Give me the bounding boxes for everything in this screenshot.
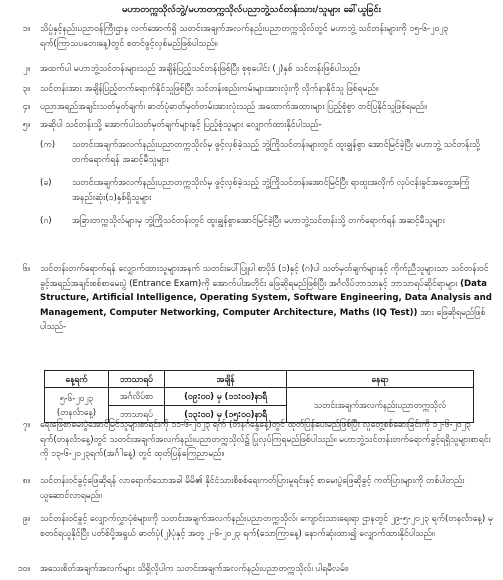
paragraph-8 [8,474,495,503]
sub-item-text: သတင်းအချက်အလက်နည်းပညာတက္ကသိုလ်မှ ဖွင့်လှစ်ခဲ့သည့် ဘွဲ့ကြိုသင်တန်းများတွင် ထူးချွန်စွာ အောင်မြင်ခဲ့ပြီး မဟာဘွဲ့ သင်တန်းသို့ တက်ရောက်ရန် အဆင့်မီသူများ [72,140,480,165]
paragraph-10 [8,562,495,580]
paragraph-text: အထက်ပါ မဟာဘွဲ့သင်တန်းများသည် အချိန်ပြည့်သင်တန်းဖြစ်ပြီး စုစုပေါင်း (၂)နှစ် သင်တန်းဖြစ်ပါသည်။ [40,64,361,74]
page-title: မဟာတက္ကသိုလ်ဘွဲ့/မဟာတက္ကသိုလ်ပညာဘွဲ့သင်တန်းသား/သူများ ခေါ်ယူခြင်း [121,4,382,15]
paragraph-number: ၄။ [22,102,30,112]
paragraph-number: ၃။ [22,84,30,94]
paragraph-text: သင်တန်းဝင်ခွင့်ဖြေဆိုရန် လာရောက်သောအခါ မိမိ၏ နိုင်ငံသားစိစစ်ရေးကတ်ပြားမူရင်းနှင့် စာမေးပွဲဖြေဆိုခွင့် ကတ်ပြားများကို တစ်ပါတည်း ယူဆောင်လာရမည်။ [40,476,465,501]
sub-item-number: (ဂ) [40,216,52,226]
exam-day: (တနင်္လာနေ့) [56,407,97,418]
table-row [45,388,474,405]
time-cell: (၁၃:၀၀) မှ (၁၅:၀၀)နာရီ [165,405,287,422]
paragraph-3 [8,82,495,97]
exam-schedule-table [44,370,474,423]
sub-item-number: (ခ) [40,178,52,188]
paragraph-text: သင်တန်းအား အချိန်ပြည့်တက်ရောက်နိုင်သူဖြစ်ပြီး သင်တန်းစည်းကမ်းများအားလုံးကို လိုက်နာနိုင်သူ ဖြစ်ရမည်။ [40,84,379,94]
paragraph-6 [8,262,495,335]
paragraph-text: ရေးဖြေစာမေးပွဲအောင်မြင်သူများစာရင်းကို ၁၁-၆-၂၀၂၃ ရက် (တနင်္ဂနွေနေ့)တွင် ထုတ်ပြန်ပေးမည်ဖြစ်ပြီး လူတွေ့စစ်ဆေးခြင်းကို ၁၂-၆-၂၀၂၃ ရက်(တနင်္လာနေ့)တွင် သတင်းအချက်အလက်နည်းပညာတက္ကသိုလ်၌ ပြုလုပ်ကြရမည်ဖြစ်ပါသည်။ မဟာဘွဲ့သင်တန်းတက်ရောက်ခွင့်ရရှိသူများစာရင်းကို ၁၃-၆-၂၀၂၃ရက်(အင်္ဂါနေ့) တွင် ထုတ်ပြန်ကြေညာမည်။ [40,420,491,460]
place-cell: သတင်းအချက်အလက်နည်းပညာတက္ကသိုလ် [287,388,474,423]
paragraph-1 [8,22,495,51]
paragraph-text-main: သင်တန်းတက်ရောက်ရန် လျှောက်ထားသူများအနက် သတင်းပေါ်ပြူပါ စာပိုဒ် (၁)နှင့် (ဂ)ပါ သတ်မှတ်ချက်များနှင့် ကိုက်ညီသူများသာ သင်တန်းဝင်ခွင့်အရည်အချင်းစစ်စာမေးပွဲ (Entrance Exam)ကို အောက်ပါအတိုင်း ဖြေဆိုရမည်ဖြစ်ပြီး အင်္ဂလိပ်ဘာသာနှင့် ဘာသာရပ်ဆိုင်ရာများ [40,264,489,289]
column-header-subject: ဘာသာရပ် [108,371,164,388]
paragraph-9 [8,512,495,541]
sub-item-number: (က) [40,140,56,150]
paragraph-2 [8,62,495,77]
time-cell: (၀၉:၀၀) မှ (၁၁:၀၀)နာရီ [165,388,287,405]
paragraph-text: သိပ္ပံနှင့်နည်းပညာဝန်ကြီးဌာန လက်အောက်ရှိ သတင်းအချက်အလက်နည်းပညာတက္ကသိုလ်တွင် မဟာဘွဲ့ သင်တန်းများကို ၁၅-၆-၂၀၂၃ ရက်(ကြာသပတေးနေ့)တွင် စတင်ဖွင့်လှစ်မည်ဖြစ်ပါသည်။ [40,24,449,49]
paragraph-number: ၉။ [22,514,30,524]
exam-date: ၅-၆-၂၀၂၃ [59,392,94,403]
paragraph-text: သင်တန်းဝင်ခွင့် လျှောက်လွှာပုံစံများကို သတင်းအချက်အလက်နည်းပညာတက္ကသိုလ်၊ ကျောင်းသားရေးရာ ဌာနတွင် ၂၉-၅-၂၀၂၃ ရက်(တနင်္လာနေ့) မှ စတင်ရယူနိုင်ပြီး ပတ်စ်ပို့အရွယ် ဓာတ်ပုံ(၂)ပုံနှင့် အတူ ၂-၆-၂၀၂၃ ရက်(သောကြာနေ့) နောက်ဆုံးထား၍ လျှောက်ထားနိုင်ပါသည်။ [40,514,493,539]
paragraph-number: ၆။ [22,264,30,274]
subject-cell: ဘာသာရပ် [108,405,164,422]
paragraph-number: ၈။ [22,476,30,486]
paragraph-number: ၂။ [23,64,30,74]
paragraph-text-after: အား ဖြေဆိုရမည်ဖြစ်ပါသည်- [40,307,486,333]
paragraph-number: ၇။ [22,420,30,430]
paragraph-text: အသေးစိတ်အချက်အလက်များ သိရှိလိုပါက သတင်းအချက်အလက်နည်းပညာတက္ကသိုလ်၊ ပါရမီလမ်း၊ [40,564,349,574]
sub-item-text: အခြားတက္ကသိုလ်များမှ ဘွဲ့ကြိုသင်တန်းတွင် ထူးချွန်စွာအောင်မြင်ခဲ့ပြီး မဟာဘွဲ့သင်တန်းသို့ တက်ရောက်ရန် အဆင့်မီသူများ [72,216,445,226]
table-header-row [45,371,474,388]
paragraph-text: ပညာအရည်အချင်းသတ်မှတ်ချက်၊ ဓာတ်ပုံဓာတ်မှတ်တမ်းအားလုံးသည် အထောက်အထားများ ပြည့်စုံစွာ တင်ပြနိုင်သူဖြစ်ရမည်။ [40,102,427,112]
paragraph-4 [8,100,495,115]
subject-list: (Data Structure, Artificial Intelligence, Operating System, Software Engineering, Data Analysis and Management, Computer Networking, Computer Architecture, Maths (IQ Test)) [40,278,492,318]
sub-item-ga [40,214,495,229]
paragraph-text: အဆိုပါ သင်တန်းသို့ အောက်ပါသတ်မှတ်ချက်များနှင့် ပြည့်စုံသူများ လျှောက်ထားနိုင်ပါသည်- [40,120,322,130]
paragraph-number: ၁၀။ [17,564,30,574]
column-header-time: အချိန် [165,371,287,388]
paragraph-number: ၁။ [22,24,30,34]
paragraph-7 [8,418,495,462]
paragraph-text [40,262,495,335]
sub-item-kha [40,176,495,205]
column-header-place: နေရာ [287,371,474,388]
paragraph-5 [8,118,495,133]
column-header-date: နေ့ရက် [45,371,109,388]
subject-cell: အင်္ဂလိပ်စာ [108,388,164,405]
sub-item-ka [40,138,495,167]
paragraph-number: ၅။ [22,120,30,130]
sub-item-text: သတင်းအချက်အလက်နည်းပညာတက္ကသိုလ်မှ ဖွင့်လှစ်ခဲ့သည့် ဘွဲ့ကြိုသင်တန်းအောင်မြင်ပြီး ရာထူးအလိုက် လုပ်ငန်းခွင်အတွေ့အကြုံ အနည်းဆုံး(၁)နှစ်ရှိသူများ [72,178,470,203]
